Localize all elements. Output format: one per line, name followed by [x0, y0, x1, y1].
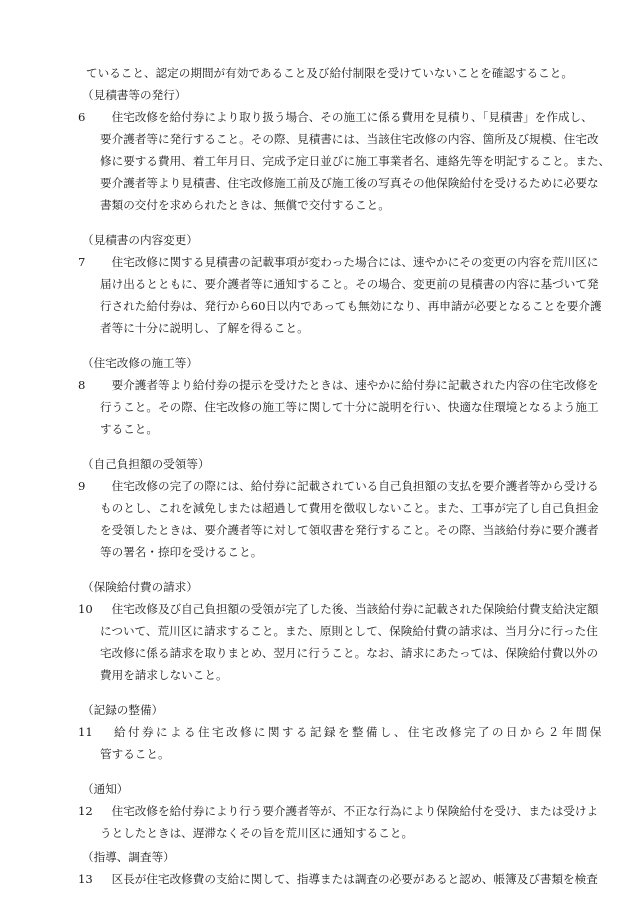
section-heading: （住宅改修の施工等） [82, 356, 198, 370]
intro-line: ていること、認定の期間が有効であること及び給付制限を受けていないことを確認すること。 [86, 66, 573, 80]
clause-number: 8 [78, 378, 86, 392]
section-benefit-claim [78, 576, 599, 686]
clause-line: 者等に十分に説明し、了解を得ること。 [100, 321, 309, 335]
clause-line: 修に要する費用、着工年月日、完成予定日並びに施工事業者名、連絡先等を明記すること。また、 [100, 154, 611, 168]
clause-line: すること。 [100, 422, 158, 436]
clause-line: 行された給付券は、発行から60日以内であっても無効になり、再申請が必要となることを要介護 [100, 299, 602, 313]
clause-8 [78, 374, 599, 440]
clause-line: 区長が住宅改修費の支給に関して、指導または調査の必要があると認め、帳簿及び書類を検査 [100, 872, 598, 886]
clause-text [100, 106, 610, 216]
clause-line: 等の署名・捺印を受けること。 [100, 545, 263, 559]
section-heading: （指導、調査等） [82, 850, 175, 864]
clause-number: 11 [78, 725, 93, 739]
clause-line: について、荒川区に請求すること。また、原則として、保険給付費の請求は、当月分に行った住 [100, 624, 598, 638]
clause-line: 給付券による住宅改修に関する記録を整備し、住宅改修完了の日から２年間保 [100, 725, 604, 739]
clause-text [100, 475, 599, 563]
section-record-keeping [78, 699, 604, 765]
section-heading: （記録の整備） [82, 703, 164, 717]
section-guidance-investigation [78, 846, 598, 890]
clause-text [100, 800, 598, 844]
section-construction [78, 352, 599, 440]
clause-number: 12 [78, 804, 93, 818]
clause-text [100, 721, 604, 765]
section-heading: （見積書等の発行） [82, 88, 187, 102]
section-heading: （自己負担額の受領等） [82, 457, 210, 471]
clause-line: 要介護者等より見積書、住宅改修施工前及び施工後の写真その他保険給付を受けるために必要な [100, 176, 599, 190]
clause-number: 9 [78, 479, 86, 493]
section-heading: （通知） [82, 782, 129, 796]
clause-text [100, 251, 602, 339]
clause-number: 13 [78, 872, 93, 886]
section-heading: （見積書の内容変更） [82, 233, 198, 247]
clause-line: 届け出るとともに、要介護者等に通知すること。その場合、変更前の見積書の内容に基づいて発 [100, 277, 599, 291]
clause-line: うとしたときは、遅滞なくその旨を荒川区に通知すること。 [100, 826, 414, 840]
clause-line: 住宅改修に関する見積書の記載事項が変わった場合には、速やかにその変更の内容を荒川区に [100, 255, 599, 269]
clause-9 [78, 475, 599, 563]
section-notification [78, 778, 599, 844]
clause-line: ものとし、これを減免しまたは超過して費用を徴収しないこと。また、工事が完了し自己負担金 [100, 501, 599, 515]
clause-12 [78, 800, 599, 844]
section-estimate-issuance [78, 84, 611, 216]
clause-line: 行うこと。その際、住宅改修の施工等に関して十分に説明を行い、快適な住環境となるよう施工 [100, 400, 599, 414]
section-copayment-receipt [78, 453, 599, 563]
clause-line: 住宅改修を給付券により行う要介護者等が、不正な行為により保険給付を受け、または受けよ [100, 804, 599, 818]
section-heading: （保険給付費の請求） [82, 580, 198, 594]
section-estimate-change [78, 229, 602, 339]
clause-6 [78, 106, 611, 216]
clause-line: を受領したときは、要介護者等に対して領収書を発行すること。その際、当該給付券に要介護者 [100, 523, 599, 537]
clause-line: 宅改修に係る請求を取りまとめ、翌月に行うこと。なお、請求にあたっては、保険給付費以外の [100, 646, 599, 660]
clause-line: 書類の交付を求められたときは、無償で交付すること。 [100, 198, 390, 212]
clause-11 [78, 721, 604, 765]
clause-number: 6 [78, 110, 86, 124]
clause-text [100, 374, 599, 440]
clause-number: 7 [78, 255, 86, 269]
clause-7 [78, 251, 602, 339]
clause-line: 管すること。 [100, 747, 170, 761]
clause-text [100, 868, 598, 890]
clause-line: 住宅改修の完了の際には、給付券に記載されている自己負担額の支払を要介護者等から受ける [100, 479, 599, 493]
clause-text [100, 598, 599, 686]
clause-line: 住宅改修及び自己負担額の受領が完了した後、当該給付券に記載された保険給付費支給決定額 [100, 602, 599, 616]
clause-line: 住宅改修を給付券により取り扱う場合、その施工に係る費用を見積り、「見積書」を作成し、 [100, 110, 593, 124]
clause-line: 要介護者等より給付券の提示を受けたときは、速やかに給付券に記載された内容の住宅改修を [100, 378, 599, 392]
clause-10 [78, 598, 599, 686]
clause-line: 要介護者等に発行すること。その際、見積書には、当該住宅改修の内容、箇所及び規模、住宅改 [100, 132, 599, 146]
clause-line: 費用を請求しないこと。 [100, 668, 228, 682]
clause-13 [78, 868, 598, 890]
clause-number: 10 [78, 602, 93, 616]
